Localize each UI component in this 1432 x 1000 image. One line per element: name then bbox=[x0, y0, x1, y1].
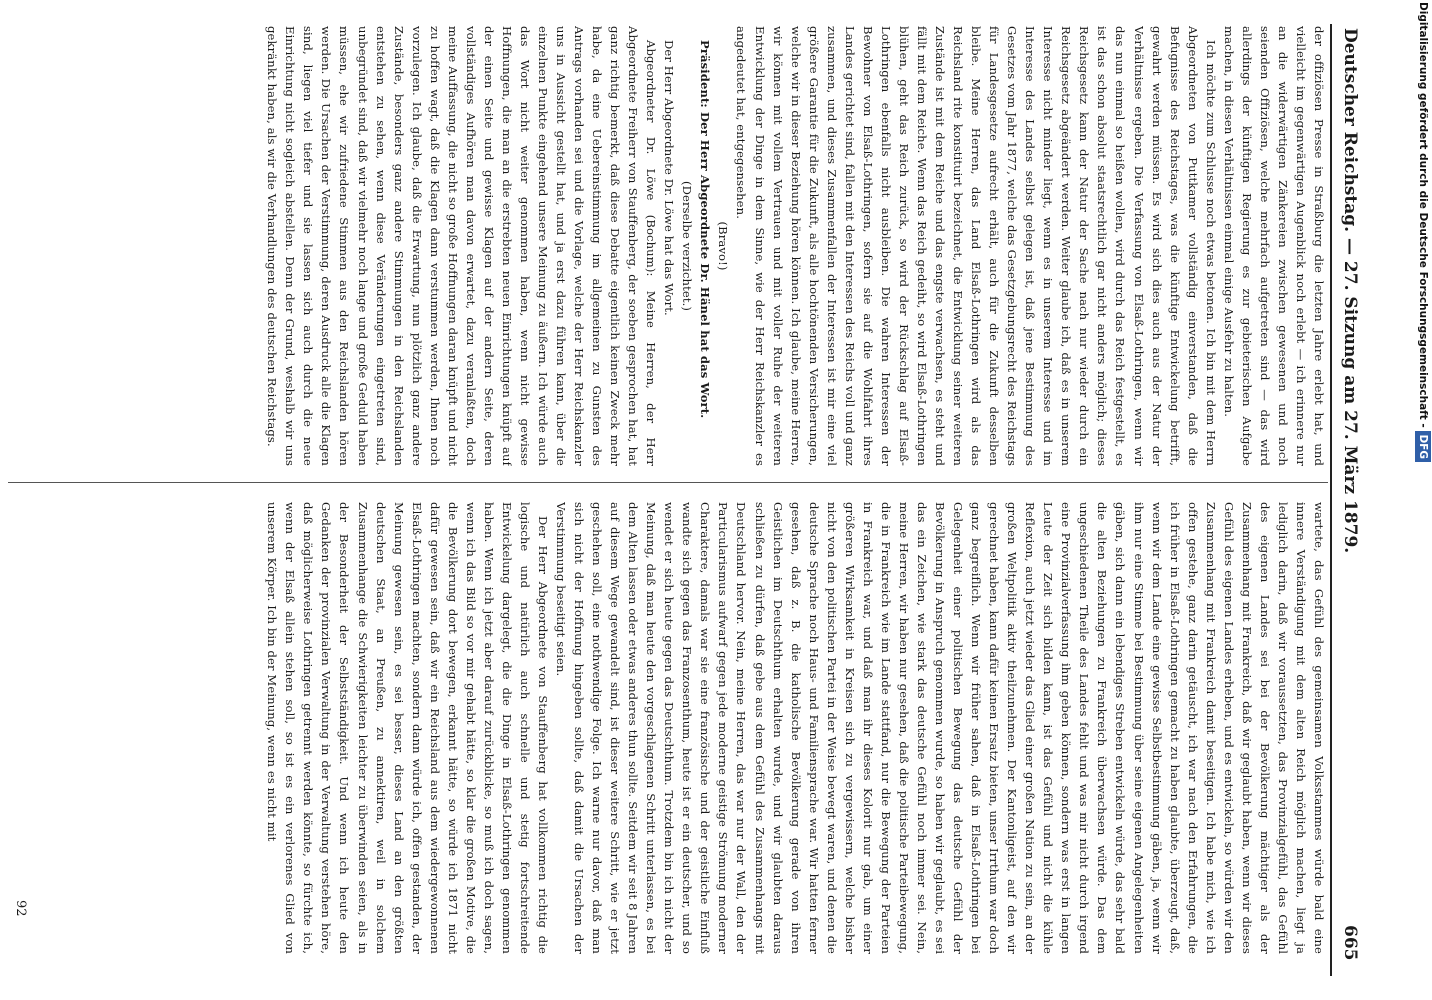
column-divider bbox=[8, 482, 1328, 483]
left-column bbox=[0, 26, 1328, 466]
right-paragraph-1: wartete, das Gefühl des gemeinsamen Volksstammes würde bald eine innere Verständigung mit dem alten Reich möglich machen, liegt ja lediglich darin, daß wir voraussetzten, das Provinzialgefühl, das Gefühl des eigenen Landes sei bei der Bevölkerung mächtiger als der Zusammenhang mit Frankreich, daß wir geglaubt haben, wenn wir dieses Gefühl des eigenen Landes erheben, und es entwickeln, so würden wir den Zusammenhang mit Frankreich damit beseitigen. Ich habe mich, wie ich offen gestehe, ganz darin getäuscht, ich war nach den Erfahrungen, die ich früher in Elsaß-Lothringen gemacht zu haben glaubte, überzeugt, daß, wenn wir dem Lande eine gewisse Selbstbestimmung gäben, ja, wenn wir ihm nur eine Stimme bei Bestimmung über seine eigenen Angelegenheiten gäben, sich dann ein lebendiges Streben entwickeln würde, das sehr bald die alten Beziehungen zu Frankreich überwachsen würde. Das dem ungeschiedenen Theile des Landes fehlt und was mir nicht durch irgend eine Provinzialverfassung ihm geben können, sondern was erst in langen Leute der Zeit sich bilden kann, ist das Gefühl und nicht die kühle Reflexion, auch jetzt wieder das Glied einer großen Nation zu sein, an der großen Weltpolitik aktiv theilzunehmen. Der Kantonligeist, auf den wir gerechnet haben, kann dafür keinen Ersatz bieten, unser Irrthum war doch ganz begreiflich. Wenn wir früher sahen, daß in Elsaß-Lothringen bei Gelegenheit einer politischen Bewegung das deutsche Gefühl der Bevölkerung in Anspruch genommen wurde, so haben wir geglaubt, es sei das ein Zeichen, wie stark das deutsche Gefühl noch immer sei. Nein, meine Herren, wir haben nur gesehen, daß die politische Parteibewegung, die in Frankreich wie im Lande stattfand, nur die Bewegung der Parteien in Frankreich war, und daß man ihr dieses Kolorit nur gab, um einer größeren Wirksamkeit in Kreisen sich zu vergewissern, welche bisher nicht von den politischen Partei in der Weise bewegt waren, und denen die deutsche Sprache noch Haus- und Familiensprache war. Wir hatten ferner gesehen, daß z. B. die katholische Bevölkerung gerade von ihren Geistlichen im Deutschthum erhalten wurde, und wir glaubten daraus schließen zu dürfen, daß gebe aus dem Gefühl des Zusammenhangs mit Deutschland hervor. Nein, meine Herren, das war nur der Wall, den der Particularismus aufwarf gegen jede moderne geistige Strömung moderner Charaktere, damals war sie eine französische und der geistliche Einfluß wandte sich gegen das Franzosenthum, heute ist er ein deutscher, und so wendet er sich heute gegen das Deutschthum. Trotzdem bin ich nicht der Meinung, daß man heute den vorgeschlagenen Schritt unterlassen, es bei dem Alten lassen oder etwas anderes thun sollte. Seitdem wir seit 8 Jahren auf diesem Wege gewandelt sind, ist dieser weitere Schritt, wie er jetzt geschehen soll, eine nothwendige Folge. Ich warne nur davor, daß man sich nicht der Hoffnung hingeben sollte, daß damit die Ursachen der Verstimmung beseitigt seien. bbox=[554, 502, 1326, 954]
header-rule bbox=[1330, 24, 1332, 976]
president-remark-2: Der Herr Abgeordnete Dr. Löwe hat das Wort. bbox=[662, 40, 677, 316]
dfg-credit-text-wrap bbox=[1415, 2, 1431, 998]
left-paragraph-2: Ich möchte zum Schlusse noch etwas betonen. Ich bin mit dem Herrn Abgeordneten von Puttkamer vollständig einverstanden, daß die Befugnisse des Reichstages, was die künftige Entwickelung betrifft, gewahrt werden müssen. Es wird sich dies auch aus der Natur der Verhältnisse ergeben. Die Verfassung von Elsaß-Lothringen, wenn wir das nun einmal so heißen wollen, wird durch das Reich festgestellt, es ist das schon absolut staatsrechtlich gar nicht anders möglich; dieses Reichsgesetz kann der Natur der Sache nach nur wieder durch ein Reichsgesetz abgeändert werden. Weiter glaube ich, daß es in unserem Interesse nicht minder liegt, wenn es in unserem Interesse und im Interesse des Landes selbst gelegen ist, daß jene Bestimmung des Gesetzes vom Jahr 1877, welche das Gesetzgebungsrecht des Reichstags für Landesgesetze aufrecht erhält, auch für die Zukunft desselben bleibe. Meine Herren, das Land Elsaß-Lothringen wird als das Reichsland rite konstituirt bezeichnet, die Entwicklung seiner weiteren Zustände ist mit dem Reiche und das engste verwachsen, es steht und fällt mit dem Reiche. Wenn das Reich gedeiht, so wird Elsaß-Lothringen blühen, geht das Reich zurück, so wird der Rückschlag auf Elsaß-Lothringen ebenfalls nicht ausbleiben. Die wahren Interessen der Bewohner von Elsaß-Lothringen, sofern sie auf die Wohlfahrt ihres Landes gerichtet sind, fallen mit den Interessen des Reichs voll und ganz zusammen, und dieses Zusammenfallen der Interessen ist mir eine viel größere Garantie für die Zukunft, als alle hochtönenden Versicherungen, welche wir in dieser Beziehung hören können. Ich glaube, meine Herren, wir können mit vollem Vertrauen und mit voller Ruhe der weiteren Entwicklung der Dinge in dem Sinne, wie der Herr Reichskanzler es angedeutet hat, entgegensehen. bbox=[734, 26, 1218, 466]
page-header bbox=[1334, 0, 1360, 1000]
page-number: 665 bbox=[1340, 925, 1360, 961]
right-paragraph-2: Der Herr Abgeordnete von Stauffenberg hat vollkommen richtig die logische und natürlich auch schnelle und stetig fortschreitende Entwickelung dargelegt, die die Dinge in Elsaß-Lothringen genommen haben. Wenn ich jetzt aber darauf zurückblicke, so muß ich doch sagen, wenn ich das Bild so vor mir gehabt hätte, so klar die großen Motive, die die Bevölkerung dort bewegen, erkannt hätte, so würde ich 1871 nicht dafür gewesen sein, daß wir ein Reichsland aus dem wiedergewonnenen Elsaß-Lothringen machten, sondern dann würde ich, offen gestanden, der Meinung gewesen sein, es sei besser, dieses Land an den größten deutschen Staat, an Preußen, zu annektiren, weil in solchem Zusammenhange die Schwierigkeiten leichter zu überwinden seien, als in der Besonderheit der Selbstständigkeit. Und wenn ich heute den Gedanken der provinzialen Verwaltung in der Verwaltung verstehen höre, daß möglicherweise Lothringen getrennt werden könnte, so fürchte ich, wenn der Elsaß allein stehen soll, so ist es ein verlorenes Glied von unserem Körper. Ich bin der Meinung, wenn es nicht mit bbox=[265, 502, 550, 954]
left-paragraph-3: Abgeordneter Dr. Löwe (Bochum): Meine Herren, der Herr Abgeordnete Freiherr von Stauffenberg, der soeben gesprochen hat, hat ganz richtig bemerkt, daß diese Debatte eigentlich keinen Zweck mehr habe, da eine Uebereinstimmung im allgemeinen zu Gunsten des Antrags vorhanden sei und die Vorlage, welche der Herr Reichskanzler uns in Aussicht gestellt hat, und ja erst dazu führen kann, über die einzelnen Punkte eingehend unsere Meinung zu äußern. Ich würde auch das Wort nicht weiter genommen haben, wenn nicht gewisse Hoffnungen, die man an die erstrebten neuen Einrichtungen knüpft auf der einen Seite und gewisse Klagen auf der andern Seite, deren vollständiges Aufhören man davon erwartet, dazu veranlaßten, doch meine Auffassung, die nicht so große Hoffnungen daran knüpft und nicht zu hoffen wagt, daß die Klagen dann verstummen werden, Ihnen noch vorzulegen. Ich glaube, daß die Erwartung, nun plötzlich ganz andere Zustände, besonders ganz andere Stimmungen in den Reichslanden entstehen zu sehen, wenn diese Veränderungen eingetreten sind, unbegründet sind, daß wir vielmehr noch lange und große Geduld haben müssen, ehe wir zufriedene Stimmen aus den Reichslanden hören werden. Die Ursachen der Verstimmung, deren Ausdruck alle die Klagen sind, liegen viel tiefer und sie lassen sich auch durch die neue Einrichtung nicht sogleich abstellen. Denn der Grund, weshalb wir uns gekränkt haben, als wir die Verhandlungen des deutschen Reichstags. bbox=[265, 26, 659, 466]
dfg-logo: DFG bbox=[1415, 431, 1431, 462]
dfg-credit-text: Digitalisierung gefördert durch die Deutsche Forschungsgemeinschaft - bbox=[1417, 2, 1429, 428]
signature-mark: 92 bbox=[13, 900, 28, 917]
dfg-credit-strip bbox=[1415, 0, 1431, 1000]
bravo-remark: (Bravo!) bbox=[716, 221, 731, 271]
left-paragraph-1: der offiziösen Presse in Straßburg die letzten Jahre erlebt hat, und vielleicht im gegenwärtigen Augenblick noch erlebt — ich erinnere nur an die widerwärtigen Zänkereien zwischen gewesenen und noch seienden Offiziösen, welche mehrfach aufgetreten sind — das wird allerdings der künftigen Regierung es zur gebieterischen Aufgabe machen, in diesen Verhältnissen einmal einige Ausfehr zu halten. bbox=[1221, 26, 1326, 466]
right-column bbox=[28, 502, 1328, 954]
president-remark-1: Präsident: Der Herr Abgeordnete Dr. Hänel hat das Wort. bbox=[698, 40, 713, 419]
verzichtet-remark: (Derselbe verzichtet.) bbox=[680, 180, 695, 312]
running-title: Deutscher Reichstag. — 27. Sitzung am 27. März 1879. bbox=[1340, 28, 1360, 554]
